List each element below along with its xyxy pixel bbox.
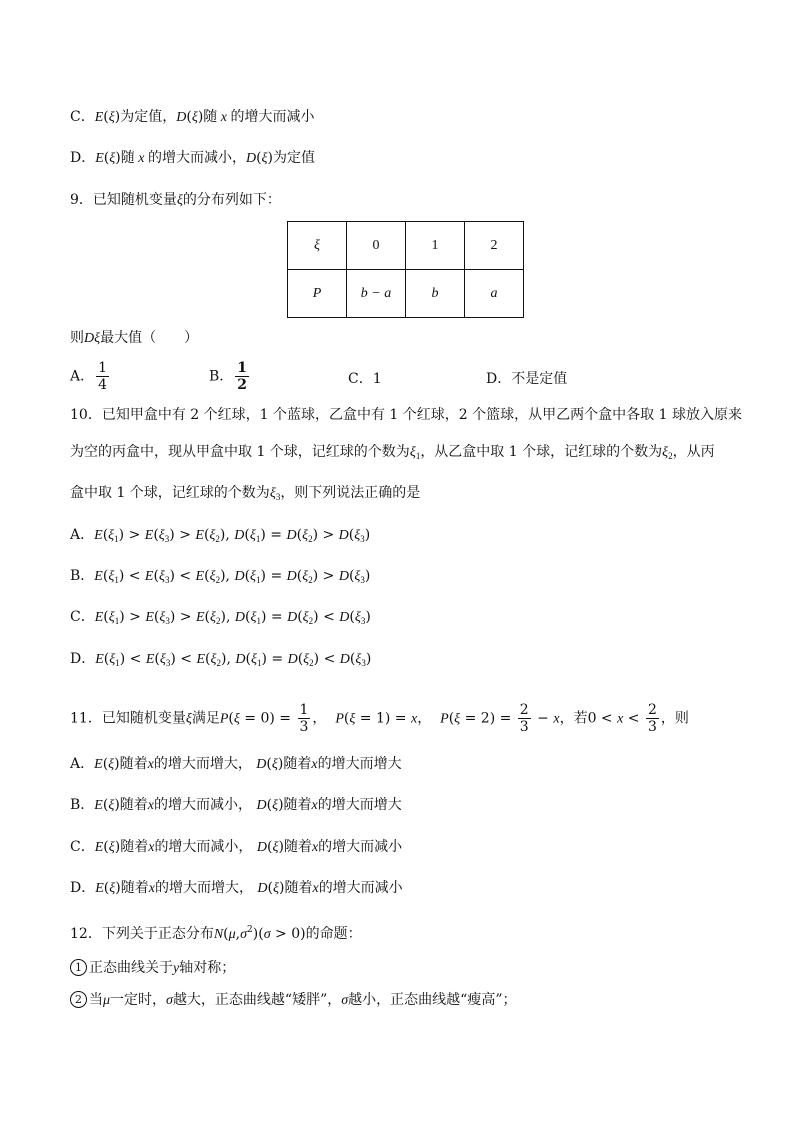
table-cell: 0 <box>347 222 406 270</box>
table-cell: P <box>288 270 347 318</box>
q9-option-b: B． $\frac{1}{2}$ <box>209 360 248 393</box>
table-row <box>288 270 524 318</box>
q12-stem: 12．下列关于正态分布$N(\mu,\sigma^2)(\sigma > 0)$的命题： <box>70 925 362 942</box>
q10-option-d: D．$E(\xi_1) < E(\xi_3) < E(\xi_2)$, $D(\xi_1) = D(\xi_2) < D(\xi_3)$ <box>70 651 372 668</box>
q11-stem: 11．已知随机变量ξ满足P(ξ = 0) = $\frac{1}{3}$ ， P(ξ = 1) = x， P(ξ = 2) = $\frac{2}{3}$ − x，若0 < x < $\frac{2}{3}$ ，则 <box>70 702 689 735</box>
q12-item2: 2 当μ一定时，σ越大，正态曲线越“矮胖”，σ越小，正态曲线越“瘦高”； <box>70 990 517 1011</box>
q10-line3: 盒中取 1 个球，记红球的个数为$\xi_3$，则下列说法正确的是 <box>70 485 421 502</box>
table-cell: b <box>406 270 465 318</box>
q10-line1: 10．已知甲盒中有 2 个红球，1 个蓝球，乙盒中有 1 个红球，2 个篮球，从甲乙两个盒中各取 1 球放入原来 <box>70 407 742 423</box>
table-cell: b − a <box>347 270 406 318</box>
q9-option-d: D．不是定值 <box>486 371 568 387</box>
table-cell: ξ <box>288 222 347 270</box>
q11-option-a: A．E(ξ)随着x的增大而增大， D(ξ)随着x的增大而增大 <box>70 756 402 772</box>
table-row <box>288 222 524 270</box>
q8-option-c: C．E(ξ)为定值，D(ξ)随 x 的增大而减小 <box>70 109 315 125</box>
q8-option-d: D．E(ξ)随 x 的增大而减小，D(ξ)为定值 <box>70 150 316 166</box>
circled-number: 1 <box>70 959 87 976</box>
table-cell: a <box>465 270 524 318</box>
circled-number: 2 <box>70 991 87 1008</box>
q9-option-a: A． $\frac{1}{4}$ <box>70 360 108 393</box>
q9-option-c: C．1 <box>348 371 382 387</box>
q10-option-a: A．$E(\xi_1) > E(\xi_3) > E(\xi_2)$, $D(\xi_1) = D(\xi_2) > D(\xi_3)$ <box>70 527 371 544</box>
distribution-table <box>287 221 524 318</box>
q10-option-b: B．$E(\xi_1) < E(\xi_3) < E(\xi_2)$, $D(\xi_1) = D(\xi_2) > D(\xi_3)$ <box>70 568 371 585</box>
q10-line2: 为空的丙盒中，现从甲盒中取 1 个球，记红球的个数为$\xi_1$，从乙盒中取 1 个球，记红球的个数为$\xi_2$，从丙 <box>70 444 715 461</box>
q9-stem: 9．已知随机变量ξ的分布列如下： <box>70 192 281 208</box>
q11-option-c: C．E(ξ)随着x的增大而减小， D(ξ)随着x的增大而减小 <box>70 839 403 855</box>
table-cell: 1 <box>406 222 465 270</box>
q9-ask: 则Dξ最大值（ ） <box>70 330 199 346</box>
q11-option-d: D．E(ξ)随着x的增大而增大， D(ξ)随着x的增大而减小 <box>70 880 403 896</box>
q12-item1: 1 正态曲线关于y轴对称； <box>70 958 235 979</box>
q11-option-b: B．E(ξ)随着x的增大而减小， D(ξ)随着x的增大而增大 <box>70 797 402 813</box>
table-cell: 2 <box>465 222 524 270</box>
q10-option-c: C．$E(\xi_1) > E(\xi_3) > E(\xi_2)$, $D(\xi_1) = D(\xi_2) < D(\xi_3)$ <box>70 609 371 626</box>
